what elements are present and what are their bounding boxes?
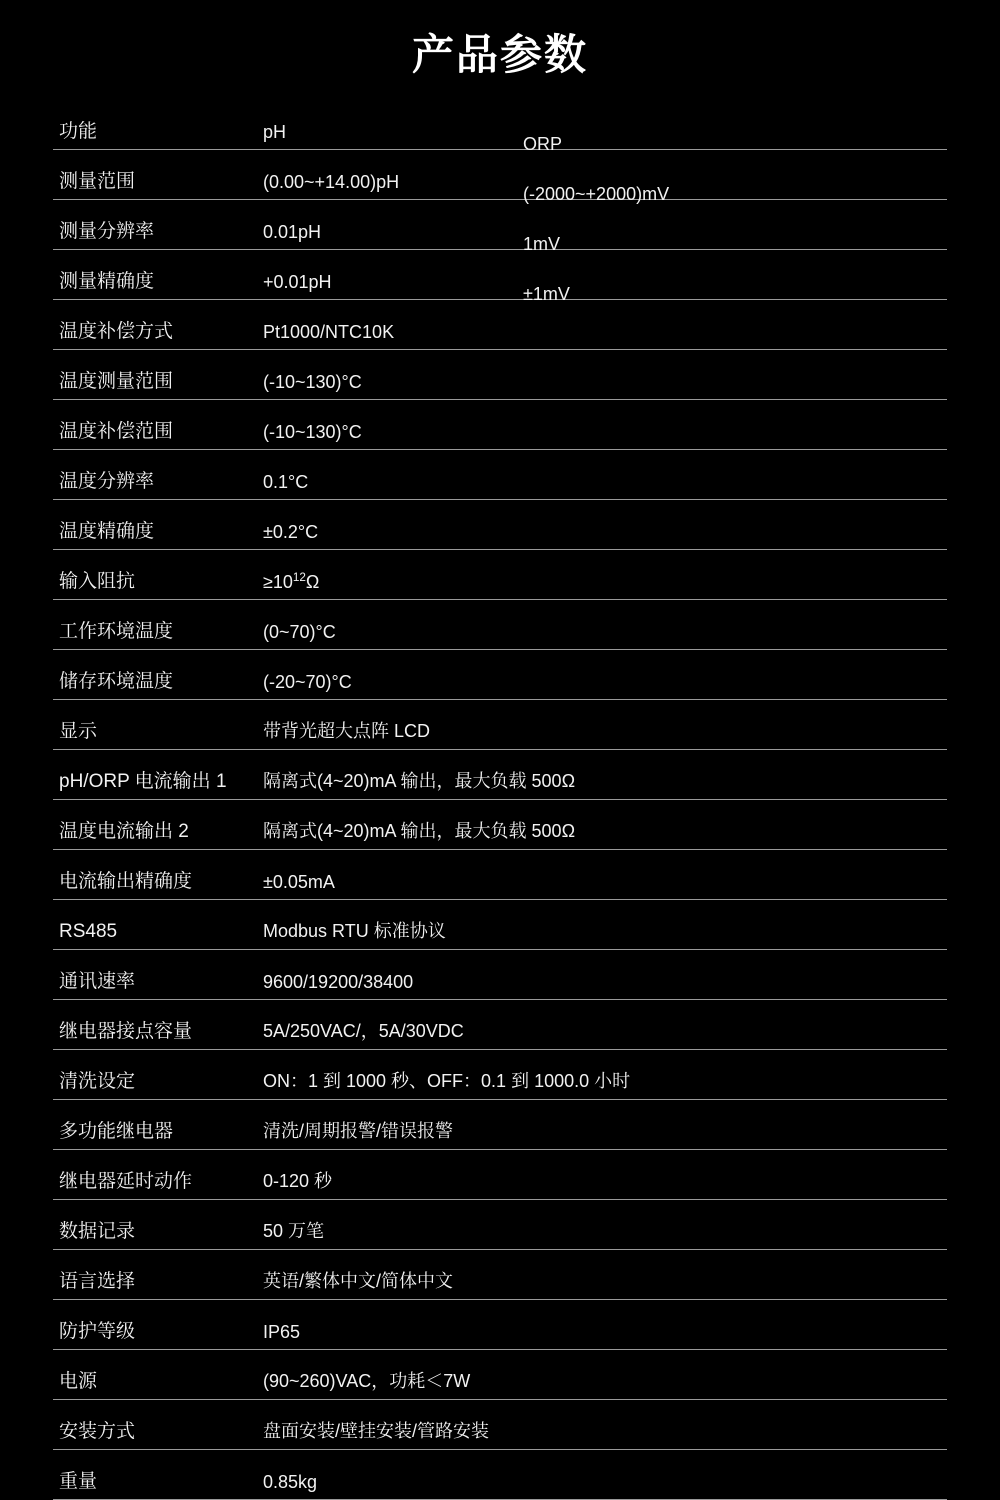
spec-label: 温度补偿范围 bbox=[53, 400, 259, 450]
spec-value: ±0.2°C bbox=[259, 500, 947, 550]
spec-value-ph: pH bbox=[259, 100, 519, 150]
spec-value: 盘面安装/壁挂安装/管路安装 bbox=[259, 1400, 947, 1450]
spec-label: 温度分辨率 bbox=[53, 450, 259, 500]
spec-value-ph: 0.01pH bbox=[259, 200, 519, 250]
table-row bbox=[53, 250, 947, 300]
table-row bbox=[53, 1050, 947, 1100]
table-row bbox=[53, 550, 947, 600]
spec-value: 9600/19200/38400 bbox=[259, 950, 947, 1000]
page-title: 产品参数 bbox=[411, 31, 588, 78]
table-row bbox=[53, 1400, 947, 1450]
spec-label: 工作环境温度 bbox=[53, 600, 259, 650]
table-row bbox=[53, 450, 947, 500]
spec-value: 隔离式(4~20)mA 输出，最大负载 500Ω bbox=[259, 800, 947, 850]
spec-label: 电流输出精确度 bbox=[53, 850, 259, 900]
table-row bbox=[53, 1250, 947, 1300]
spec-table-body bbox=[53, 100, 947, 1500]
table-row bbox=[53, 1450, 947, 1500]
spec-value: 50 万笔 bbox=[259, 1200, 947, 1250]
table-row bbox=[53, 850, 947, 900]
spec-value: 隔离式(4~20)mA 输出，最大负载 500Ω bbox=[259, 750, 947, 800]
spec-table bbox=[53, 100, 947, 1500]
spec-value-orp bbox=[519, 250, 947, 304]
spec-label: 通讯速率 bbox=[53, 950, 259, 1000]
spec-value: (0~70)°C bbox=[259, 600, 947, 650]
table-row bbox=[53, 1150, 947, 1200]
spec-value-orp-text: 1mV bbox=[523, 234, 561, 254]
table-row bbox=[53, 1100, 947, 1150]
spec-label: 安装方式 bbox=[53, 1400, 259, 1450]
spec-value: 清洗/周期报警/错误报警 bbox=[259, 1100, 947, 1150]
spec-label: 功能 bbox=[53, 100, 259, 150]
table-row bbox=[53, 150, 947, 200]
spec-value-orp-text: ±1mV bbox=[523, 284, 570, 304]
spec-label: 测量范围 bbox=[53, 150, 259, 200]
table-row bbox=[53, 750, 947, 800]
table-row bbox=[53, 200, 947, 250]
table-row bbox=[53, 1300, 947, 1350]
table-row bbox=[53, 650, 947, 700]
spec-label: 温度电流输出 2 bbox=[53, 800, 259, 850]
table-row bbox=[53, 800, 947, 850]
spec-value: ON：1 到 1000 秒、OFF：0.1 到 1000.0 小时 bbox=[259, 1050, 947, 1100]
spec-label: 输入阻抗 bbox=[53, 550, 259, 600]
spec-value: 0.1°C bbox=[259, 450, 947, 500]
spec-label: 数据记录 bbox=[53, 1200, 259, 1250]
spec-value: 带背光超大点阵 LCD bbox=[259, 700, 947, 750]
spec-label: 继电器接点容量 bbox=[53, 1000, 259, 1050]
spec-value: (-10~130)°C bbox=[259, 400, 947, 450]
spec-value-orp bbox=[519, 150, 947, 204]
spec-label: 测量分辨率 bbox=[53, 200, 259, 250]
spec-value-ph: +0.01pH bbox=[259, 250, 519, 300]
spec-value: Pt1000/NTC10K bbox=[259, 300, 947, 350]
table-row bbox=[53, 350, 947, 400]
table-row bbox=[53, 1200, 947, 1250]
table-row bbox=[53, 500, 947, 550]
spec-value: 英语/繁体中文/简体中文 bbox=[259, 1250, 947, 1300]
spec-value-orp bbox=[519, 100, 947, 154]
spec-label: 重量 bbox=[53, 1450, 259, 1500]
spec-value-ph: (0.00~+14.00)pH bbox=[259, 150, 519, 200]
spec-value: $\ge 10^{12}\Omega$ bbox=[259, 550, 947, 600]
spec-label: 测量精确度 bbox=[53, 250, 259, 300]
spec-value: (-10~130)°C bbox=[259, 350, 947, 400]
spec-label: 多功能继电器 bbox=[53, 1100, 259, 1150]
table-row bbox=[53, 400, 947, 450]
spec-label: 继电器延时动作 bbox=[53, 1150, 259, 1200]
spec-label: 显示 bbox=[53, 700, 259, 750]
spec-label: 温度精确度 bbox=[53, 500, 259, 550]
table-row bbox=[53, 700, 947, 750]
spec-value: IP65 bbox=[259, 1300, 947, 1350]
spec-value: 5A/250VAC/，5A/30VDC bbox=[259, 1000, 947, 1050]
table-row bbox=[53, 600, 947, 650]
spec-label: 清洗设定 bbox=[53, 1050, 259, 1100]
spec-label: 语言选择 bbox=[53, 1250, 259, 1300]
spec-label: 温度补偿方式 bbox=[53, 300, 259, 350]
spec-label: RS485 bbox=[53, 900, 259, 950]
spec-value-orp bbox=[519, 200, 947, 254]
spec-label: 温度测量范围 bbox=[53, 350, 259, 400]
spec-value-orp-text: ORP bbox=[523, 134, 563, 154]
table-row bbox=[53, 1350, 947, 1400]
table-row bbox=[53, 100, 947, 150]
spec-value: Modbus RTU 标准协议 bbox=[259, 900, 947, 950]
table-row bbox=[53, 900, 947, 950]
spec-label: 储存环境温度 bbox=[53, 650, 259, 700]
spec-value: 0.85kg bbox=[259, 1450, 947, 1500]
spec-value: (90~260)VAC，功耗＜7W bbox=[259, 1350, 947, 1400]
table-row bbox=[53, 300, 947, 350]
spec-value: ±0.05mA bbox=[259, 850, 947, 900]
spec-value: (-20~70)°C bbox=[259, 650, 947, 700]
spec-label: 防护等级 bbox=[53, 1300, 259, 1350]
spec-value-orp-text: (-2000~+2000)mV bbox=[523, 184, 670, 204]
spec-label: pH/ORP 电流输出 1 bbox=[53, 750, 259, 800]
spec-value: 0-120 秒 bbox=[259, 1150, 947, 1200]
spec-label: 电源 bbox=[53, 1350, 259, 1400]
table-row bbox=[53, 1000, 947, 1050]
table-row bbox=[53, 950, 947, 1000]
